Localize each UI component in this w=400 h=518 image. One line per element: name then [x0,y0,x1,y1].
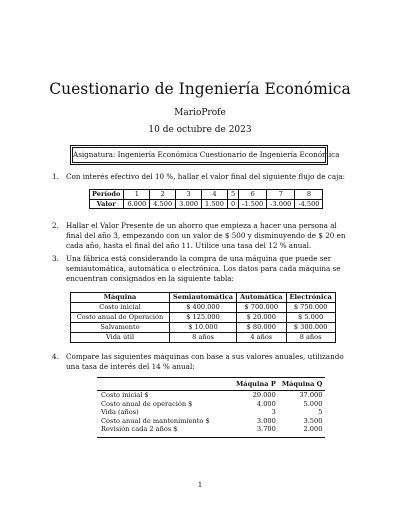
table-cell: 3.500 [303,416,323,425]
cash-flow-table [89,189,323,209]
table-cell: 3 [176,190,202,200]
table-cell: 8 años [170,333,237,343]
table-cell: $ 20.000 [237,313,286,323]
table-cell: 29.000 [252,391,276,399]
column-header: Electrónica [286,293,335,303]
table-cell: Costo anual de mantenimiento $ [101,416,210,425]
table-cell: 37.000 [299,391,323,399]
table-cell: Revisión cada 2 años $ [101,425,178,434]
table-row [97,408,325,417]
row-label-period: Período [90,190,124,200]
table-row [97,400,325,409]
table-row [71,313,336,323]
table-cell: 3 [271,408,276,417]
table-cell: 5 [318,408,323,417]
table-cell: 8 años [286,333,335,343]
row-label-value: Valor [90,199,124,209]
column-header: Semiautomática [170,293,237,303]
table-cell: 8 [295,190,323,200]
document-date: 10 de octubre de 2023 [148,125,252,135]
table-row [97,391,325,400]
table-row [97,425,325,437]
question-number: 3. [52,254,59,263]
table-row [71,333,336,343]
table-cell: 2.000 [303,425,323,434]
table-row [71,303,336,313]
table-cell: 3.000 [176,199,202,209]
table-cell: $ 10.000 [170,323,237,333]
document-title: Cuestionario de Ingeniería Económica [49,80,351,98]
question-number: 1. [52,172,59,181]
table-cell: 4.500 [150,199,176,209]
question-text: Hallar el Valor Presente de un ahorro que empieza a hacer una persona al final del año 3, empezando con un valor de $ 500 y disminuyendo de $ 20 en cada año, hasta el final del año 11. Utilice una tasa del 12 % anual. [66,221,346,250]
table-header-row [71,293,336,303]
subject-box: Asignatura: Ingeniería Económica Cuestionario de Ingeniería Económica [72,147,326,163]
table-cell: 6 [239,190,267,200]
table-cell: 2 [150,190,176,200]
column-header: Máquina P [233,378,279,391]
column-header: Máquina [71,293,170,303]
table-cell: 7 [267,190,295,200]
table-cell: 0 [227,199,238,209]
column-header [97,378,233,391]
question-number: 4. [52,352,59,361]
table-row [71,323,336,333]
table-cell: Costo inicial $ [101,391,149,399]
question-1 [52,172,346,182]
table-cell: $ 700.000 [237,303,286,313]
table-cell: 4.000 [256,399,276,408]
question-text: Compare las siguientes máquinas con base a sus valores anuales, utilizando una tasa de interés del 14 % anual: [66,352,344,371]
page-number: 1 [197,480,203,489]
column-header: Automática [237,293,286,303]
table-cell: Vida útil [71,333,170,343]
column-header: Máquina Q [279,378,326,391]
table-cell: $ 5.000 [286,313,335,323]
table-row [90,199,323,209]
question-3 [52,254,346,283]
table-cell: Salvamento [71,323,170,333]
table-cell: 5 [227,190,238,200]
table-cell: Costo inicial [71,303,170,313]
table-cell: -4.500 [295,199,323,209]
table-cell: 4 años [237,333,286,343]
table-cell: 4 [202,190,228,200]
table-cell: 3.000 [256,416,276,425]
question-2 [52,221,346,250]
table-cell: -3.000 [267,199,295,209]
table-cell: $ 125.000 [170,313,237,323]
question-number: 2. [52,221,59,230]
annual-value-table [97,377,325,438]
table-cell: 6.000 [124,199,150,209]
table-cell: 1 [124,190,150,200]
table-cell: Costo anual de Operación [71,313,170,323]
machines-table [70,292,336,343]
table-cell: 5.000 [303,399,323,408]
table-cell: 1.500 [202,199,228,209]
table-cell: $ 400.000 [170,303,237,313]
question-text: Una fábrica está considerando la compra de una máquina que puede ser semiautomática, automática o electrónica. Los datos para cada máquina se encuentran consignados en la siguiente tabla: [66,254,341,283]
question-text: Con interés efectivo del 10 %, hallar el valor final del siguiente flujo de caja: [66,172,346,181]
table-row [90,190,323,200]
table-cell: Vida (años) [101,408,139,417]
table-cell: Costo anual de operación $ [101,399,193,408]
table-cell: $ 300.000 [286,323,335,333]
question-4 [52,352,346,372]
table-header-row [97,378,325,391]
table-cell: 3.700 [256,425,276,434]
table-row [97,417,325,426]
table-cell: -1.500 [239,199,267,209]
table-cell: $ 80.000 [237,323,286,333]
table-cell: $ 750.000 [286,303,335,313]
document-author: MarioProfe [174,108,226,118]
